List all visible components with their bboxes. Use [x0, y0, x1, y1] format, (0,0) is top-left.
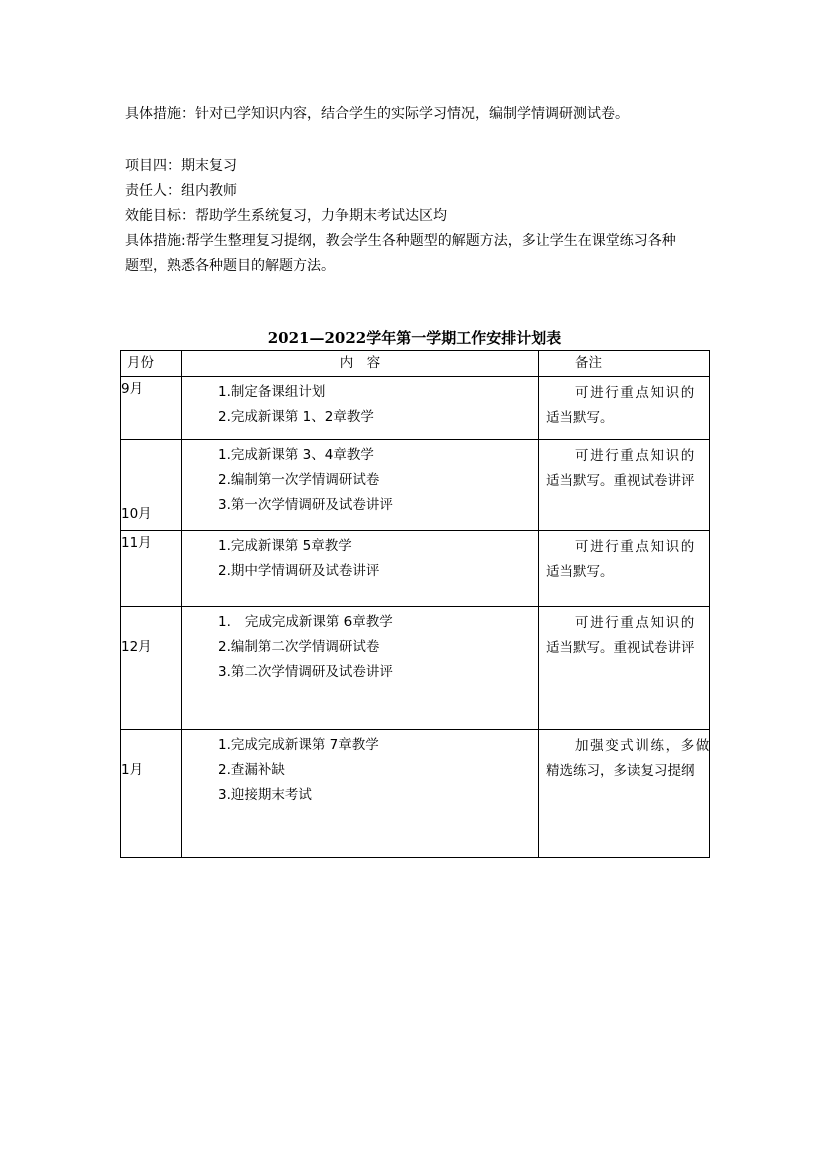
content-item: 2.完成新课第 1、2章教学 — [218, 409, 374, 425]
content-item — [218, 610, 538, 635]
month-cell: 12月 — [121, 607, 182, 730]
table-title: 2021—2022学年第一学期工作安排计划表 — [267, 329, 562, 347]
note-line: 适当默写。重视试卷讲评 — [546, 640, 695, 656]
table-row — [121, 730, 710, 858]
note-line: 加强变式训练，多做 — [575, 738, 711, 754]
content-item: 1.完成新课第 3、4章教学 — [218, 447, 374, 463]
content-item: 3.第一次学情调研及试卷讲评 — [218, 497, 393, 513]
note-line: 可进行重点知识的 — [575, 615, 696, 631]
content-cell — [182, 531, 539, 607]
paragraph-goal: 效能目标：帮助学生系统复习，力争期末考试达区均 — [125, 208, 447, 224]
note-line: 可进行重点知识的 — [575, 385, 696, 401]
content-item: 1.制定备课组计划 — [218, 384, 326, 400]
content-item: 2.编制第一次学情调研试卷 — [218, 472, 380, 488]
note-cell — [539, 377, 710, 440]
content-cell — [182, 440, 539, 531]
content-item: 1.完成新课第 5章教学 — [218, 538, 352, 554]
content-item: 1.完成完成新课第 7章教学 — [218, 737, 379, 753]
note-cell — [539, 440, 710, 531]
content-cell — [182, 377, 539, 440]
content-item-number: 1. — [218, 614, 231, 630]
table-header-row — [121, 351, 710, 377]
table-row — [121, 531, 710, 607]
header-month: 月份 — [121, 351, 182, 377]
table-row — [121, 440, 710, 531]
note-line: 适当默写。 — [546, 410, 614, 426]
note-line: 可进行重点知识的 — [575, 539, 696, 555]
content-item: 3.迎接期末考试 — [218, 787, 312, 803]
content-cell — [182, 730, 539, 858]
table-row — [121, 607, 710, 730]
content-item-text: 完成完成新课第 6章教学 — [244, 614, 393, 630]
header-content: 内 容 — [182, 351, 539, 377]
paragraph-measures-3: 具体措施：针对已学知识内容，结合学生的实际学习情况，编制学情调研测试卷。 — [125, 106, 629, 122]
month-cell: 9月 — [121, 377, 182, 440]
content-item: 2.编制第二次学情调研试卷 — [218, 639, 380, 655]
table-row — [121, 377, 710, 440]
schedule-table — [120, 350, 710, 858]
paragraph-responsible: 责任人：组内教师 — [125, 183, 237, 199]
paragraph-measures-4: 具体措施:帮学生整理复习提纲，教会学生各种题型的解题方法，多让学生在课堂练习各种 — [125, 233, 676, 249]
note-cell — [539, 730, 710, 858]
note-cell — [539, 531, 710, 607]
content-item: 2.期中学情调研及试卷讲评 — [218, 563, 380, 579]
month-cell: 11月 — [121, 531, 182, 607]
content-item: 3.第二次学情调研及试卷讲评 — [218, 664, 393, 680]
header-note: 备注 — [539, 351, 710, 377]
paragraph-measures-4-cont: 题型，熟悉各种题目的解题方法。 — [125, 258, 335, 274]
content-cell — [182, 607, 539, 730]
month-cell: 1月 — [121, 730, 182, 858]
note-line: 可进行重点知识的 — [575, 448, 696, 464]
note-cell — [539, 607, 710, 730]
content-item: 2.查漏补缺 — [218, 762, 285, 778]
note-line: 精选练习，多读复习提纲 — [546, 763, 695, 779]
paragraph-project-4: 项目四：期末复习 — [125, 158, 237, 174]
note-line: 适当默写。 — [546, 564, 614, 580]
note-line: 适当默写。重视试卷讲评 — [546, 473, 695, 489]
month-cell: 10月 — [121, 440, 182, 531]
